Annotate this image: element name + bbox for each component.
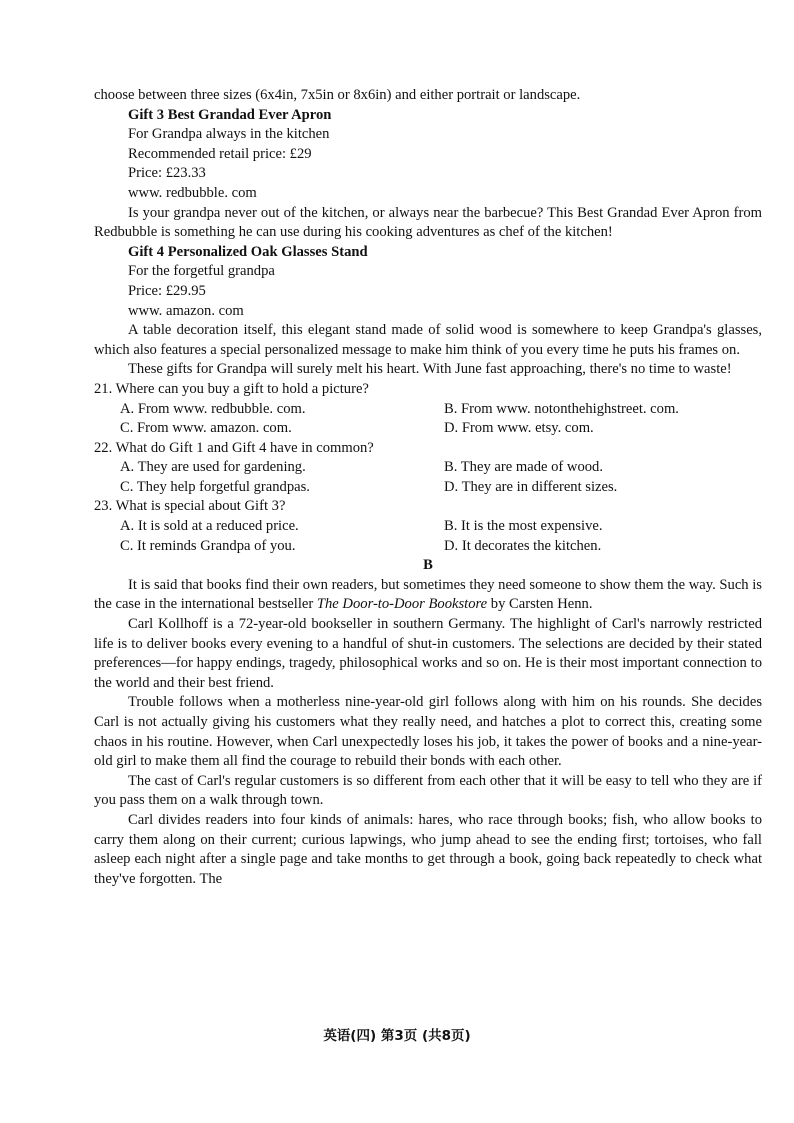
question-stem: 22. What do Gift 1 and Gift 4 have in common? — [94, 439, 374, 456]
options — [94, 517, 762, 556]
section-b-paragraph-1: It is said that books find their own readers, but sometimes they need someone to show them the way. Such is the case in the international bestseller The Door-to-Door Bookstore by Carsten Henn. — [94, 576, 762, 613]
gift4-title: Gift 4 Personalized Oak Glasses Stand — [128, 243, 368, 260]
gift4-description: A table decoration itself, this elegant stand made of solid wood is somewhere to keep Grandpa's glasses, which also features a special personalized message to make him think of you every time he puts his frames on. — [94, 322, 762, 358]
gift3-site: www. redbubble. com — [128, 184, 257, 201]
book-title: The Door-to-Door Bookstore — [316, 596, 488, 613]
section-b-paragraph-2: Carl Kollhoff is a 72-year-old bookseller in southern Germany. The highlight of Carl's narrowly restricted life is to deliver books every evening to a handful of shut-in customers. The selections are decided by their stated preferences—for happy endings, tragedy, philosophical works and so on. He is their most important connection to the world and their best friend. — [94, 616, 762, 691]
question-22 — [94, 439, 762, 498]
option-c: C. They help forgetful grandpas. — [120, 478, 310, 495]
option-b: B. It is the most expensive. — [444, 518, 603, 535]
option-b: B. From www. notonthehighstreet. com. — [444, 400, 679, 417]
question-stem: 21. Where can you buy a gift to hold a picture? — [94, 380, 369, 397]
page-footer: 英语(四) 第3页 (共8页) — [323, 1028, 471, 1044]
option-c: C. From www. amazon. com. — [120, 420, 292, 437]
gift3-tagline: For Grandpa always in the kitchen — [128, 126, 330, 143]
option-a: A. They are used for gardening. — [120, 459, 306, 476]
option-a: A. From www. redbubble. com. — [120, 400, 306, 417]
section-b-paragraph-3: Trouble follows when a motherless nine-year-old girl follows along with him on his rounds. She decides Carl is not actually giving his customers what they really need, and hatches a plot to correct this, creating some chaos in his routine. However, when Carl unexpectedly loses his job, it takes the power of books and a nine-year-old girl to make them all find the courage to rebuild their bonds with each other. — [94, 694, 762, 770]
section-b-paragraph-4: The cast of Carl's regular customers is so different from each other that it will be easy to tell who they are if you pass them on a walk through town. — [94, 772, 762, 809]
gift3-price: Price: £23.33 — [128, 165, 206, 182]
options — [94, 458, 762, 497]
gift3-retail-price: Recommended retail price: £29 — [128, 145, 312, 162]
options — [94, 400, 762, 439]
question-stem: 23. What is special about Gift 3? — [94, 498, 286, 515]
gift3-title: Gift 3 Best Grandad Ever Apron — [128, 106, 332, 123]
gift4-site: www. amazon. com — [128, 302, 244, 319]
gift2-tail: choose between three sizes (6x4in, 7x5in or 8x6in) and either portrait or landscape. — [94, 87, 581, 103]
gift3-description: Is your grandpa never out of the kitchen, or always near the barbecue? This Best Grandad Ever Apron from Redbubble is something he can use during his cooking adventures as chef of the kitchen! — [94, 204, 762, 241]
option-d: D. From www. etsy. com. — [444, 420, 594, 437]
gift4-tagline: For the forgetful grandpa — [128, 263, 275, 280]
question-23 — [94, 497, 762, 556]
question-21 — [94, 380, 762, 439]
section-b-heading: B — [423, 557, 433, 574]
option-d: D. They are in different sizes. — [444, 478, 618, 495]
page-body — [94, 86, 762, 889]
option-a: A. It is sold at a reduced price. — [120, 518, 299, 535]
option-b: B. They are made of wood. — [444, 459, 603, 476]
gift4-price: Price: £29.95 — [128, 282, 206, 299]
option-d: D. It decorates the kitchen. — [444, 537, 602, 554]
section-b-paragraph-5: Carl divides readers into four kinds of animals: hares, who race through books; fish, who allow books to carry them along on their current; curious lapwings, who jump ahead to see the ending first; tortoises, who fall asleep each night after a single page and take months to get through a book, going back repeatedly to check what they've forgotten. The — [94, 811, 762, 887]
closing-paragraph: These gifts for Grandpa will surely melt his heart. With June fast approaching, there's no time to waste! — [128, 361, 732, 378]
option-c: C. It reminds Grandpa of you. — [120, 537, 296, 554]
